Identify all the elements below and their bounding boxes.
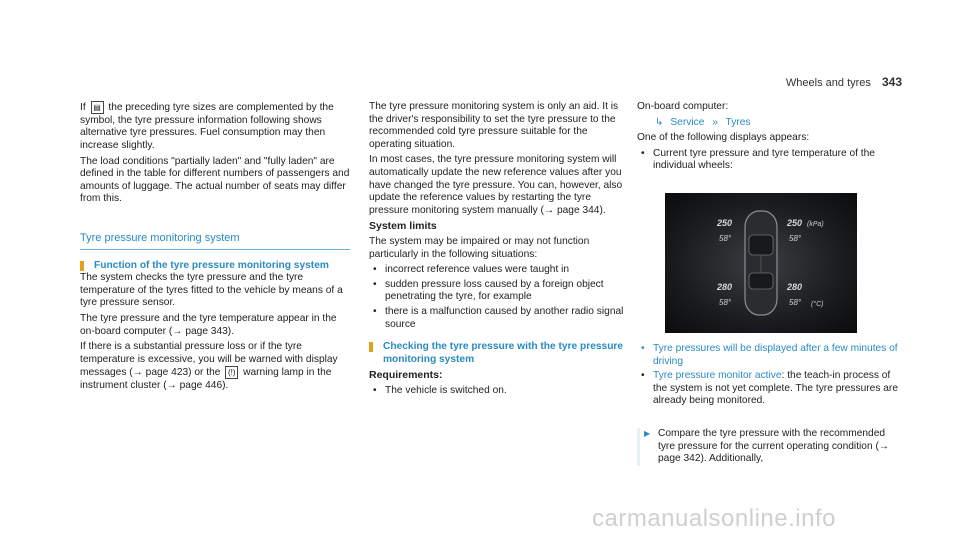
- page-header: [786, 75, 902, 89]
- tyre-pressure-info-icon: ▤: [91, 101, 104, 114]
- paragraph: One of the following displays appears:: [637, 132, 810, 144]
- section-title: Tyre pressure monitoring system: [80, 232, 350, 250]
- subsection-heading: Checking the tyre pressure with the tyre pressure monitoring system: [369, 341, 631, 366]
- rear-left-pressure: 280: [717, 281, 733, 292]
- list-item: • incorrect reference values were taught in: [369, 264, 631, 277]
- rear-left-temp: 58°: [719, 297, 732, 307]
- tyre-pressure-display: [665, 193, 857, 333]
- list-item: • Tyre pressures will be displayed after a few minutes of driving: [637, 343, 899, 368]
- paragraph: The tyre pressure monitoring system is only an aid. It is the driver's responsibility to set the tyre pressure to the recommended cold tyre pressure suitable for the operating situation.: [369, 101, 619, 150]
- paragraph: In most cases, the tyre pressure monitoring system will automatically update the new reference values after you have changed the tyre pressure. You can, however, also update the reference values by restarting the tyre pressure monitoring system manually (→ page 344).: [369, 154, 623, 216]
- column-3: [637, 101, 899, 466]
- front-right-temp: 58°: [789, 233, 802, 243]
- paragraph: The system may be impaired or may not function particularly in the following situations:: [369, 235, 590, 260]
- requirements-heading: Requirements:: [369, 369, 443, 382]
- paragraph: The system checks the tyre pressure and the tyre temperature of the tyres fitted to the vehicle by means of a tyre pressure sensor.: [80, 272, 343, 309]
- action-step: ▶ Compare the tyre pressure with the recommended tyre pressure for the current operating condition (→ page 342). Additionally,: [637, 428, 899, 466]
- limits-heading: System limits: [369, 220, 437, 233]
- paragraph: If ▤ the preceding tyre sizes are complemented by the symbol, the tyre pressure information following shows alternative tyre pressures. Fuel consumption may then increase slightly.: [80, 102, 334, 151]
- limits-list: [369, 264, 631, 331]
- double-chevron-icon: »: [712, 116, 718, 128]
- menu-service: Service: [670, 116, 705, 128]
- rear-right-temp: 58°: [789, 297, 802, 307]
- display-list: [637, 148, 899, 173]
- list-item: • The vehicle is switched on.: [369, 385, 631, 398]
- rear-right-pressure: 280: [787, 281, 803, 292]
- watermark: carmanualsonline.info: [592, 505, 836, 532]
- header-title: Wheels and tyres: [785, 77, 871, 89]
- paragraph: The load conditions "partially laden" and "fully laden" are defined in the table for different numbers of passengers and amounts of luggage. The actual number of seats may differ from this.: [80, 155, 350, 205]
- menu-arrow-icon: ↳: [655, 116, 664, 128]
- list-item: • sudden pressure loss caused by a foreign object penetrating the tyre, for example: [369, 279, 631, 304]
- list-item: • Current tyre pressure and tyre temperature of the individual wheels:: [637, 148, 899, 173]
- menu-tyres: Tyres: [725, 116, 751, 128]
- paragraph: The tyre pressure and the tyre temperature appear in the on-board computer (→ page 343).: [80, 312, 337, 337]
- onboard-label: On-board computer:: [637, 101, 729, 112]
- status-list: [637, 343, 899, 408]
- pressure-unit: (kPa): [807, 220, 824, 228]
- paragraph: If there is a substantial pressure loss or if the tyre temperature is excessive, you will be warned with display messages (→ page 423) or the (!) warning lamp in the instrument cluster (→ page 446).: [80, 341, 338, 392]
- subsection-heading: Function of the tyre pressure monitoring system: [80, 260, 350, 273]
- front-right-pressure: 250: [787, 217, 803, 228]
- front-left-pressure: 250: [717, 217, 733, 228]
- temperature-unit: (°C): [811, 300, 824, 308]
- column-2: [369, 101, 631, 399]
- menu-path: [655, 117, 899, 130]
- car-outline-icon: [665, 193, 857, 333]
- requirements-list: [369, 385, 631, 398]
- page-number: 343: [881, 75, 902, 89]
- list-item: • there is a malfunction caused by another radio signal source: [369, 306, 631, 331]
- list-item: • Tyre pressure monitor active: the teach-in process of the system is not yet complete. The tyre pressures are already being monitored.: [637, 370, 899, 408]
- column-1: [80, 101, 350, 396]
- tyre-warning-lamp-icon: (!): [225, 366, 238, 379]
- front-left-temp: 58°: [719, 233, 732, 243]
